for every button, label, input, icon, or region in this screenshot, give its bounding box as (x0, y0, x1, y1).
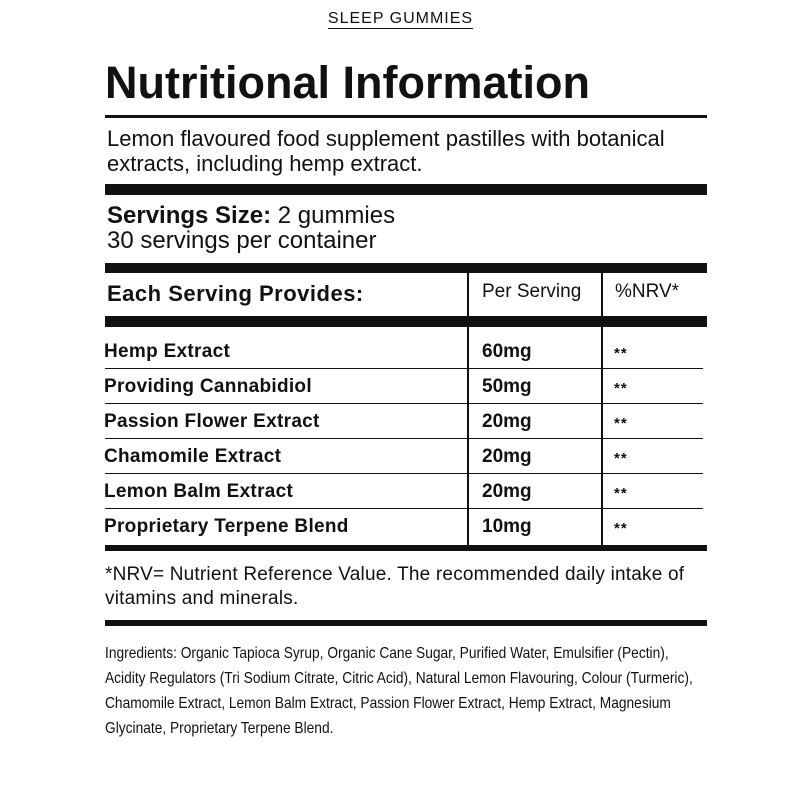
nrv-footnote: *NRV= Nutrient Reference Value. The recommended daily intake of vitamins and minerals. (105, 564, 685, 609)
panel-title: Nutritional Information (105, 57, 590, 108)
row-divider (105, 508, 703, 509)
divider-table-bottom (105, 545, 707, 551)
row-nrv: ** (614, 450, 628, 467)
divider-table-header (105, 316, 707, 327)
row-amount: 10mg (482, 516, 532, 537)
row-name: Lemon Balm Extract (104, 481, 294, 502)
row-divider (105, 403, 703, 404)
column-divider-nrv (601, 273, 603, 545)
row-name: Providing Cannabidiol (104, 376, 312, 397)
serving-size-label: Servings Size: (107, 202, 272, 229)
serving-info (107, 203, 707, 253)
table-header-per-serving: Per Serving (482, 281, 582, 302)
serving-size-value: 2 gummies (271, 202, 396, 229)
row-nrv: ** (614, 415, 628, 432)
column-divider-amount (467, 273, 469, 545)
row-divider (105, 438, 703, 439)
divider-serving (105, 263, 707, 273)
product-label (0, 10, 801, 28)
servings-per-container: 30 servings per container (107, 227, 377, 254)
divider-description (105, 184, 707, 195)
row-nrv: ** (614, 345, 628, 362)
row-name: Hemp Extract (104, 341, 231, 362)
row-nrv: ** (614, 520, 628, 537)
product-name: SLEEP GUMMIES (327, 10, 474, 27)
divider-footnote (105, 620, 707, 626)
table-header-nrv: %NRV* (615, 281, 680, 302)
product-description: Lemon flavoured food supplement pastilles with botanical extracts, including hemp extract. (107, 126, 665, 176)
row-amount: 20mg (482, 446, 532, 467)
row-name: Passion Flower Extract (104, 411, 320, 432)
row-amount: 20mg (482, 481, 532, 502)
row-name: Chamomile Extract (104, 446, 282, 467)
row-nrv: ** (614, 485, 628, 502)
row-divider (105, 368, 703, 369)
ingredients-list: Ingredients: Organic Tapioca Syrup, Organic Cane Sugar, Purified Water, Emulsifier (Pectin), Acidity Regulators (Tri Sodium Citrate, Citric Acid), Natural Lemon Flavouring, Colour (Turmeric), Chamomile Extract, Lemon Balm Extract, Passion Flower Extract, Hemp Extract, Magnesium Glycinate, Proprietary Terpene Blend. (105, 645, 693, 737)
row-divider (105, 473, 703, 474)
divider-title (105, 115, 707, 118)
row-amount: 20mg (482, 411, 532, 432)
row-nrv: ** (614, 380, 628, 397)
row-amount: 60mg (482, 341, 532, 362)
row-name: Proprietary Terpene Blend (104, 516, 349, 537)
row-amount: 50mg (482, 376, 532, 397)
table-header-provides: Each Serving Provides: (107, 281, 364, 306)
